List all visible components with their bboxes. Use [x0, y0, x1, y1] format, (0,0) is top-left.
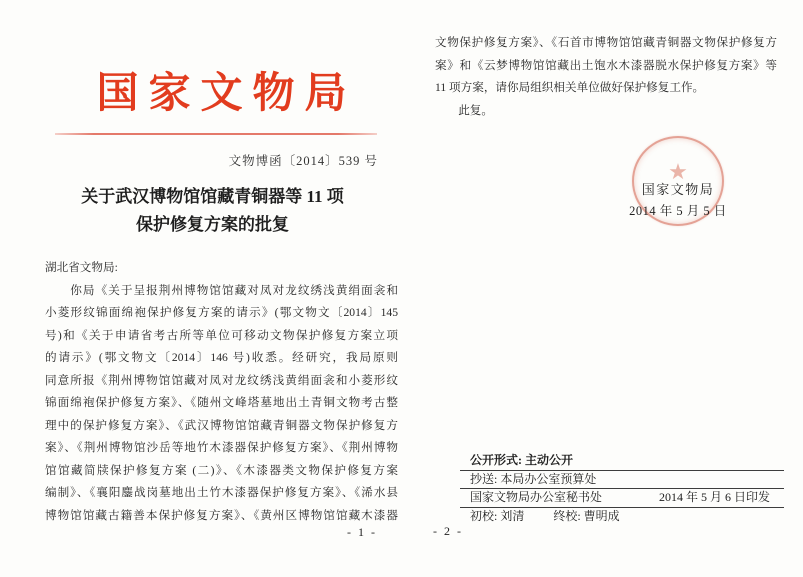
body-line: 编制》、《襄阳鏖战岗墓地出土竹木漆器保护修复方案》、《浠水县 [45, 486, 398, 499]
proofreaders-row [460, 508, 784, 527]
body-line: 锦面绵袍保护修复方案》、《随州文峰塔墓地出土青铜文物考古整 [45, 396, 398, 409]
first-proofreader: 初校: 刘清 [470, 508, 525, 523]
body-line: 号)和《关于申请省考古所等单位可移动文物保护修复方案立项 [45, 328, 398, 342]
signature-agency-name: 国家文物局 [641, 182, 715, 197]
seal-star-icon: ★ [668, 160, 688, 185]
body-line: 案》和《云梦博物馆馆藏出土饱水木漆器脱水保护修复方案》等 [435, 58, 777, 72]
document-footer [460, 452, 784, 526]
agency-letterhead: 国家文物局 [96, 71, 357, 117]
print-date: 2014 年 5 月 6 日印发 [658, 490, 770, 504]
document-reference-number: 文物博函〔2014〕539 号 [228, 154, 378, 168]
issuer-row [460, 489, 784, 508]
body-line: 你局《关于呈报荆州博物馆馆藏对凤对龙纹绣浅黄绢面衾和 [45, 283, 398, 297]
page-2-body [435, 32, 777, 122]
body-line: 文物保护修复方案》、《石首市博物馆馆藏青铜器文物保护修复方 [435, 36, 777, 49]
issuing-office: 国家文物局办公室秘书处 [470, 490, 603, 504]
body-line: 11 项方案，请你局组织相关单位做好保护修复工作。 [435, 81, 705, 94]
page-1-body [45, 257, 398, 527]
page-number-2: - 2 - [433, 524, 463, 538]
body-line: 博物馆馆藏古籍善本保护修复方案》、《黄州区博物馆馆藏木漆器 [45, 508, 398, 522]
document-title [45, 183, 380, 239]
body-line: 馆馆藏简牍保护修复方案 (二)》、《木漆器类文物保护修复方案 [45, 463, 398, 477]
body-line: 的请示》(鄂文物文〔2014〕146 号)收悉。经研究，我局原则 [45, 351, 398, 364]
page-number-1: - 1 - [347, 525, 377, 539]
page-1 [45, 0, 398, 577]
letterhead-divider [55, 133, 377, 135]
salutation: 湖北省文物局: [45, 261, 118, 274]
body-line: 案》、《荆州博物馆沙岳等地竹木漆器保护修复方案》、《荆州博物 [45, 441, 398, 454]
page-2 [435, 0, 785, 577]
signature-block [595, 182, 761, 218]
body-line: 理中的保护修复方案》、《武汉博物馆馆藏青铜器文物保护修复方 [45, 418, 398, 432]
body-line: 同意所报《荆州博物馆馆藏对凤对龙纹绣浅黄绢面衾和小菱形纹 [45, 373, 398, 387]
cc-row: 抄送: 本局办公室预算处 [460, 471, 784, 490]
final-proofreader: 终校: 曹明成 [553, 508, 620, 523]
document-title-line-1: 关于武汉博物馆馆藏青铜器等 11 项 [81, 187, 344, 206]
document-title-line-2: 保护修复方案的批复 [136, 215, 289, 234]
closing-line: 此复。 [435, 103, 493, 117]
body-line: 小菱形纹锦面绵袍保护修复方案的请示》(鄂文物文〔2014〕145 [45, 306, 398, 319]
signature-date: 2014 年 5 月 5 日 [629, 204, 727, 218]
publicity-type-row: 公开形式: 主动公开 [460, 452, 784, 471]
